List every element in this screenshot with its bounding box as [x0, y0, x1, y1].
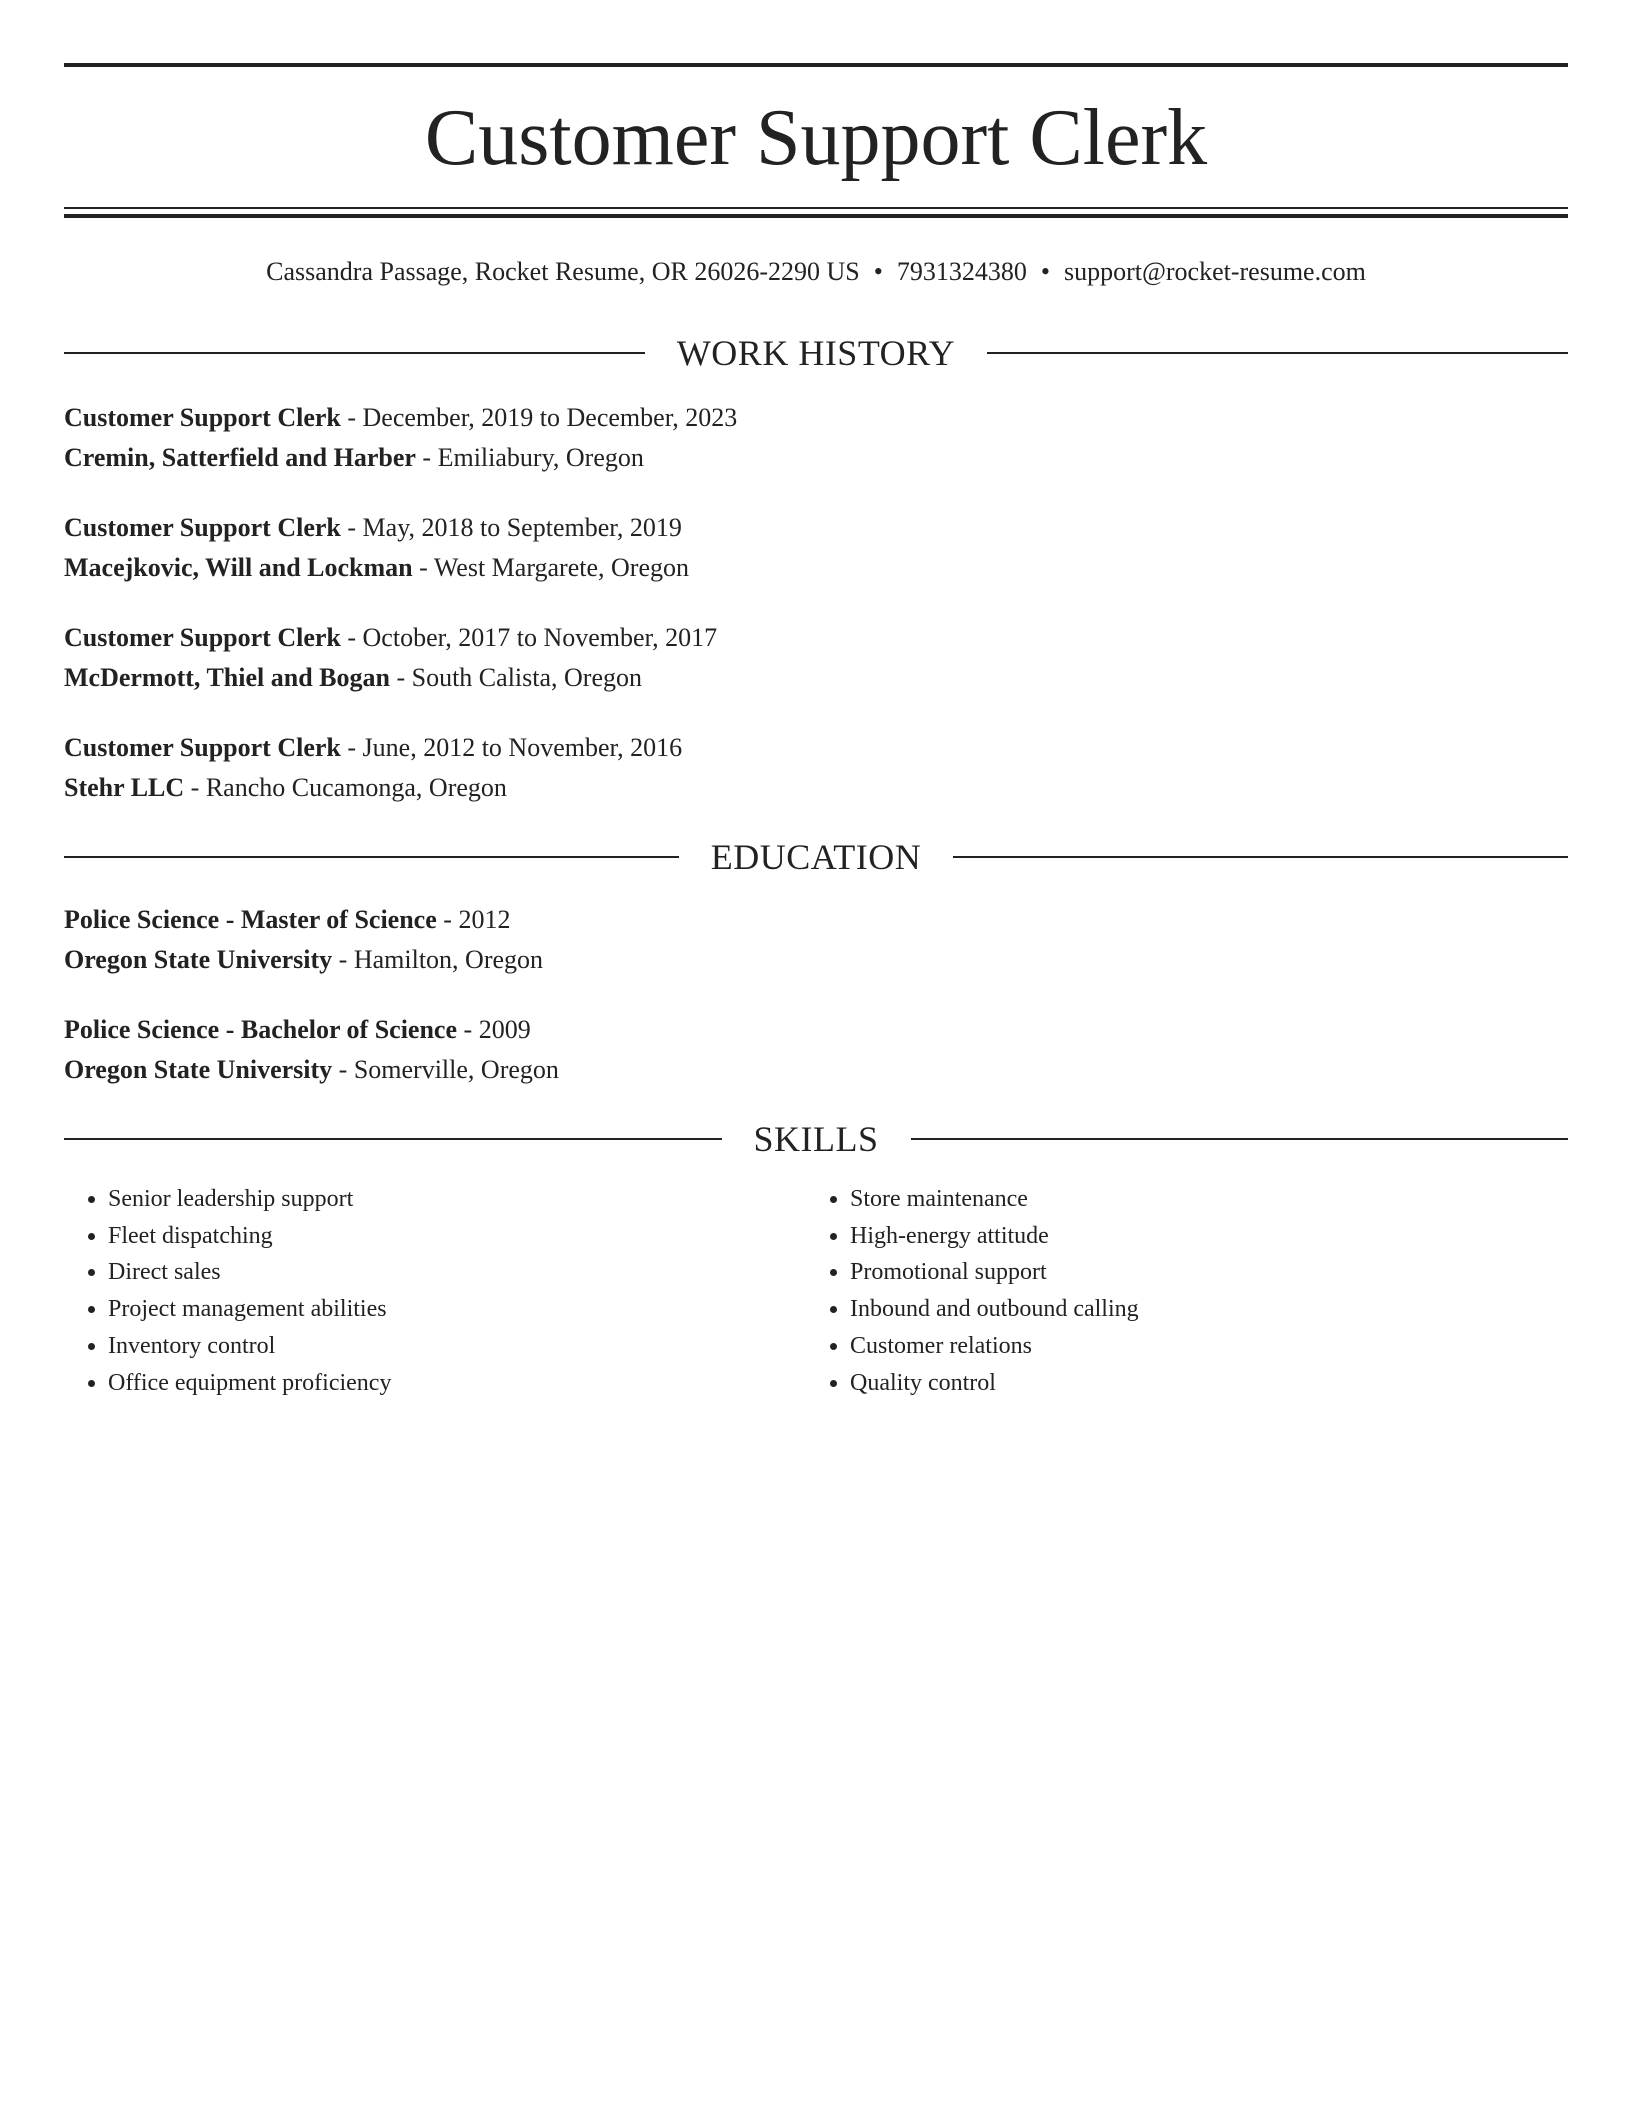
title-rule-thin — [64, 207, 1568, 209]
top-rule — [64, 63, 1568, 67]
company-location: South Calista, Oregon — [411, 663, 642, 692]
job-dates: December, 2019 to December, 2023 — [362, 403, 738, 432]
work-entry-title-line: Customer Support Clerk - December, 2019 to December, 2023 — [64, 403, 738, 432]
graduation-year: 2009 — [478, 1015, 531, 1044]
heading-rule-left — [64, 856, 679, 858]
work-entry-company-line: Macejkovic, Will and Lockman - West Margarete, Oregon — [64, 553, 689, 582]
title-rule-thick — [64, 214, 1568, 218]
skill-item: • Store maintenance — [850, 1181, 1548, 1218]
company-name: Stehr LLC — [64, 773, 185, 802]
education-school-line: Oregon State University - Hamilton, Oregon — [64, 945, 544, 974]
skill-item: • Office equipment proficiency — [108, 1365, 806, 1402]
degree: Police Science - Bachelor of Science — [64, 1015, 458, 1044]
job-title: Customer Support Clerk — [64, 513, 341, 542]
skill-item: • Promotional support — [850, 1254, 1548, 1291]
school-name: Oregon State University — [64, 945, 333, 974]
contact-email: support@rocket-resume.com — [1063, 257, 1366, 286]
education-entry — [64, 900, 1568, 980]
contact-address: Cassandra Passage, Rocket Resume, OR 26026-2290 US — [266, 257, 860, 286]
heading-rule-left — [64, 1138, 722, 1140]
degree: Police Science - Master of Science — [64, 905, 437, 934]
skill-item: • Inventory control — [108, 1328, 806, 1365]
skill-item: • Project management abilities — [108, 1291, 806, 1328]
section-title: SKILLS — [753, 1119, 879, 1159]
skill-item: • Senior leadership support — [108, 1181, 806, 1218]
company-location: West Margarete, Oregon — [433, 553, 689, 582]
education-degree-line: Police Science - Master of Science - 2012 — [64, 905, 511, 934]
work-entry-title-line: Customer Support Clerk - May, 2018 to September, 2019 — [64, 513, 682, 542]
school-location: Somerville, Oregon — [353, 1055, 559, 1084]
work-entry — [64, 398, 1568, 478]
graduation-year: 2012 — [458, 905, 511, 934]
heading-rule-right — [953, 856, 1568, 858]
company-name: Cremin, Satterfield and Harber — [64, 443, 416, 472]
skills-list-right — [806, 1181, 1548, 1401]
contact-separator: • — [1040, 257, 1050, 286]
job-title: Customer Support Clerk — [64, 623, 341, 652]
job-dates: May, 2018 to September, 2019 — [362, 513, 682, 542]
work-entry — [64, 728, 1568, 808]
section-title: WORK HISTORY — [676, 333, 956, 373]
contact-phone: 7931324380 — [896, 257, 1027, 286]
company-name: Macejkovic, Will and Lockman — [64, 553, 413, 582]
section-heading-skills — [64, 1117, 1568, 1161]
work-entry-company-line: McDermott, Thiel and Bogan - South Calista, Oregon — [64, 663, 642, 692]
heading-rule-right — [987, 352, 1568, 354]
job-title: Customer Support Clerk — [64, 733, 341, 762]
work-entry-company-line: Stehr LLC - Rancho Cucamonga, Oregon — [64, 773, 507, 802]
job-dates: October, 2017 to November, 2017 — [362, 623, 718, 652]
skill-item: • Customer relations — [850, 1328, 1548, 1365]
contact-line — [64, 254, 1568, 290]
heading-rule-right — [911, 1138, 1569, 1140]
section-heading-work-history — [64, 331, 1568, 375]
education-degree-line: Police Science - Bachelor of Science - 2009 — [64, 1015, 531, 1044]
skill-item: • Quality control — [850, 1365, 1548, 1402]
skill-item: • Direct sales — [108, 1254, 806, 1291]
skill-item: • Fleet dispatching — [108, 1218, 806, 1255]
job-title: Customer Support Clerk — [64, 403, 341, 432]
work-entry — [64, 508, 1568, 588]
school-location: Hamilton, Oregon — [353, 945, 544, 974]
company-location: Rancho Cucamonga, Oregon — [205, 773, 507, 802]
contact-separator: • — [873, 257, 883, 286]
education-entry — [64, 1010, 1568, 1090]
company-name: McDermott, Thiel and Bogan — [64, 663, 390, 692]
skills-list-left — [64, 1181, 806, 1401]
section-heading-education — [64, 835, 1568, 879]
work-entry-title-line: Customer Support Clerk - October, 2017 to November, 2017 — [64, 623, 718, 652]
heading-rule-left — [64, 352, 645, 354]
work-entry-title-line: Customer Support Clerk - June, 2012 to November, 2016 — [64, 733, 683, 762]
education-school-line: Oregon State University - Somerville, Oregon — [64, 1055, 559, 1084]
company-location: Emiliabury, Oregon — [437, 443, 644, 472]
section-title: EDUCATION — [710, 837, 922, 877]
skill-item: • Inbound and outbound calling — [850, 1291, 1548, 1328]
school-name: Oregon State University — [64, 1055, 333, 1084]
skills-lists — [64, 1181, 1568, 1401]
resume-title: Customer Support Clerk — [424, 94, 1208, 182]
work-entry-company-line: Cremin, Satterfield and Harber - Emiliabury, Oregon — [64, 443, 644, 472]
skill-item: • High-energy attitude — [850, 1218, 1548, 1255]
job-dates: June, 2012 to November, 2016 — [362, 733, 683, 762]
work-entry — [64, 618, 1568, 698]
